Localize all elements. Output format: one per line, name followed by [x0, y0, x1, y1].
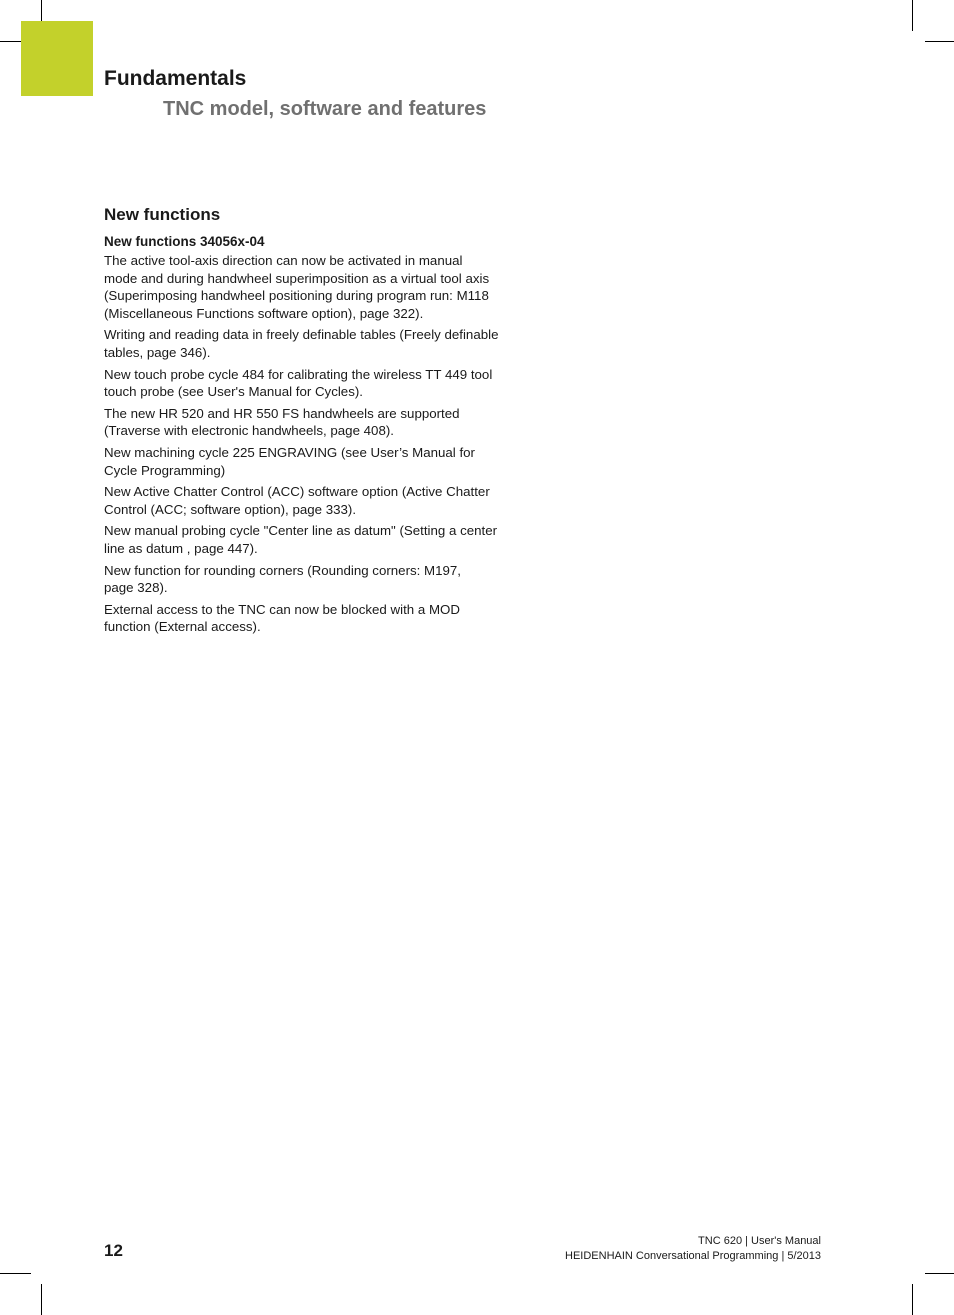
crop-mark-bottom-right-vertical	[912, 1284, 913, 1315]
paragraph-list	[104, 252, 544, 636]
paragraph-line: tables, page 346).	[104, 344, 211, 360]
content-subheading: New functions 34056x-04	[104, 234, 265, 249]
paragraph-line: New machining cycle 225 ENGRAVING (see User’s Manual for	[104, 444, 475, 460]
chapter-tab	[21, 21, 93, 96]
paragraph-line: The active tool-axis direction can now be activated in manual	[104, 253, 463, 268]
paragraph-line: Writing and reading data in freely definable tables (Freely definable	[104, 327, 499, 343]
crop-mark-top-right-horizontal	[925, 41, 954, 42]
content-paragraph	[104, 252, 544, 322]
crop-mark-bottom-right-horizontal	[925, 1273, 954, 1274]
footer-line-publisher: HEIDENHAIN Conversational Programming | 5/2013	[565, 1250, 821, 1262]
paragraph-line: The new HR 520 and HR 550 FS handwheels are supported	[104, 405, 460, 421]
paragraph-line: touch probe (see User's Manual for Cycles).	[104, 384, 363, 400]
paragraph-line: Cycle Programming)	[104, 462, 226, 478]
paragraph-line: New function for rounding corners (Rounding corners: M197,	[104, 562, 461, 578]
main-content	[104, 205, 544, 640]
paragraph-line: line as datum , page 447).	[104, 540, 258, 556]
section-title: TNC model, software and features	[163, 98, 487, 120]
crop-mark-bottom-left-horizontal	[0, 1273, 31, 1274]
crop-mark-top-left-vertical	[41, 0, 42, 21]
content-heading: New functions	[104, 205, 221, 224]
content-paragraph	[104, 405, 544, 440]
paragraph-line: New Active Chatter Control (ACC) software option (Active Chatter	[104, 484, 490, 500]
content-paragraph	[104, 522, 544, 557]
crop-mark-top-right-vertical	[912, 0, 913, 31]
chapter-title: Fundamentals	[104, 67, 247, 90]
paragraph-line: (Superimposing handwheel positioning during program run: M118	[104, 288, 489, 304]
crop-mark-bottom-left-vertical	[41, 1284, 42, 1315]
footer-line-manual: TNC 620 | User's Manual	[698, 1235, 821, 1247]
content-paragraph	[104, 444, 544, 479]
content-paragraph	[104, 601, 544, 636]
paragraph-line: New manual probing cycle "Center line as datum" (Setting a center	[104, 523, 498, 539]
paragraph-line: (Miscellaneous Functions software option), page 322).	[104, 305, 424, 321]
paragraph-line: function (External access).	[104, 619, 261, 635]
paragraph-line: (Traverse with electronic handwheels, page 408).	[104, 423, 394, 439]
crop-mark-top-left-horizontal	[0, 41, 21, 42]
content-paragraph	[104, 366, 544, 401]
paragraph-line: External access to the TNC can now be blocked with a MOD	[104, 601, 460, 617]
content-paragraph	[104, 326, 544, 361]
content-paragraph	[104, 483, 544, 518]
paragraph-line: Control (ACC; software option), page 333).	[104, 501, 357, 517]
content-paragraph	[104, 562, 544, 597]
paragraph-line: mode and during handwheel superimposition as a virtual tool axis	[104, 270, 490, 286]
page-number: 12	[104, 1241, 123, 1260]
paragraph-line: New touch probe cycle 484 for calibrating the wireless TT 449 tool	[104, 366, 493, 382]
paragraph-line: page 328).	[104, 580, 168, 596]
page-footer	[565, 1234, 821, 1264]
